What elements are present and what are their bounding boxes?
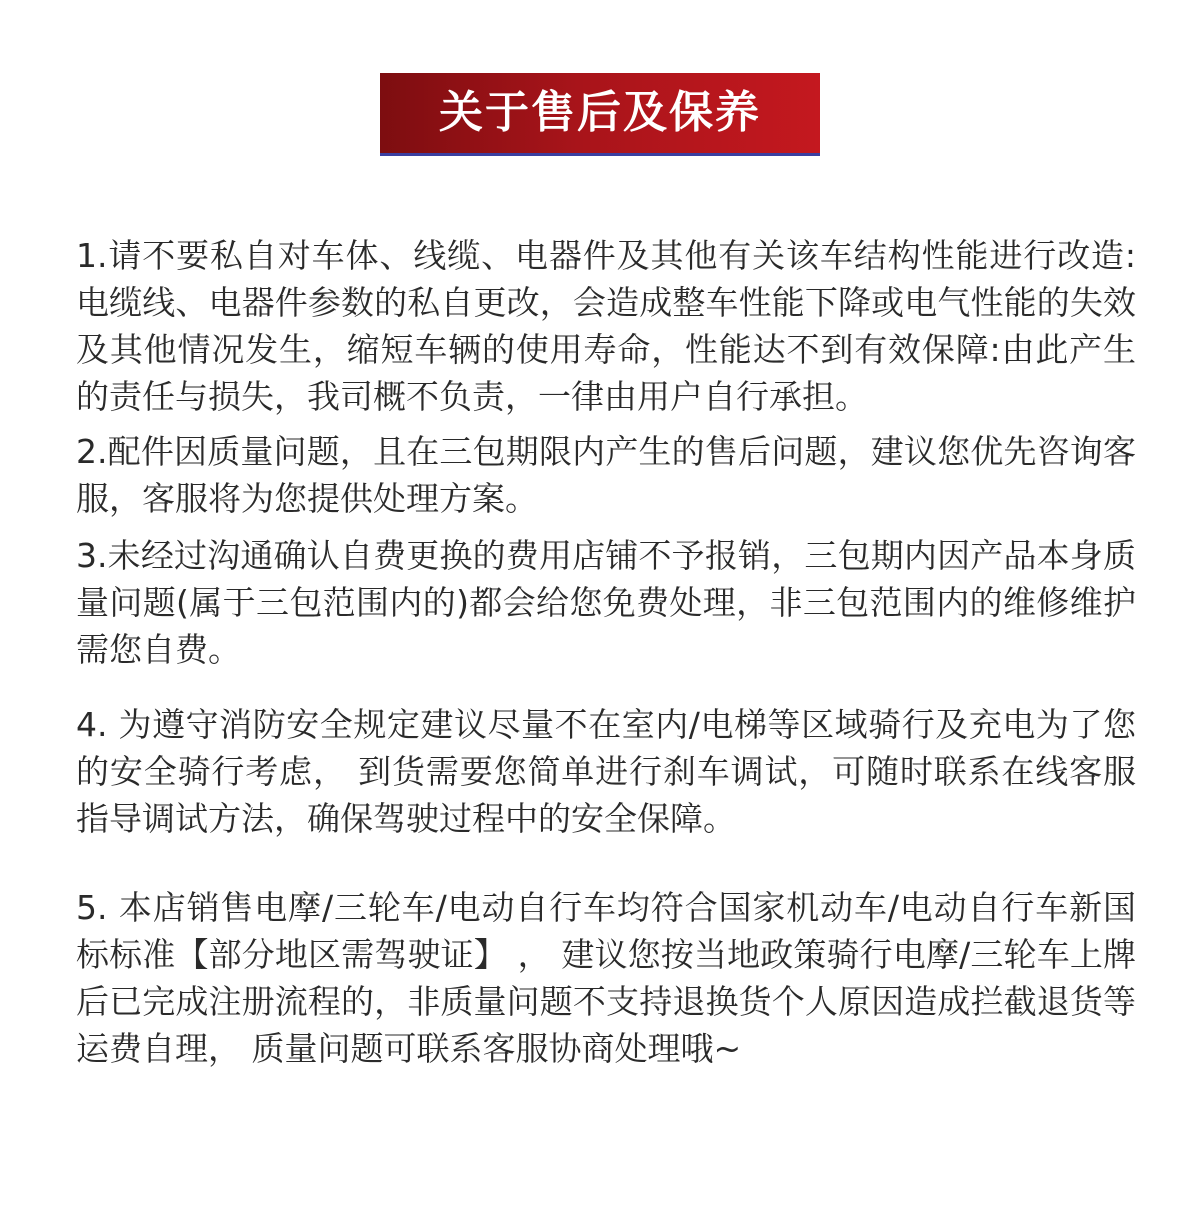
notice-content xyxy=(76,232,1136,1072)
paragraph-fire-safety: 4. 为遵守消防安全规定建议尽量不在室内/电梯等区域骑行及充电为了您的安全骑行考虑， 到货需要您简单进行刹车调试，可随时联系在线客服指导调试方法，确保驾驶过程中的安全保障。 xyxy=(76,705,1136,838)
paragraph-parts-quality: 2.配件因质量问题，且在三包期限内产生的售后问题，建议您优先咨询客服，客服将为您提供处理方案。 xyxy=(76,432,1136,518)
paragraph-reimbursement: 3.未经过沟通确认自费更换的费用店铺不予报销，三包期内因产品本身质量问题(属于三包范围内的)都会给您免费处理，非三包范围内的维修维护需您自费。 xyxy=(76,536,1136,669)
paragraph-regulations: 5. 本店销售电摩/三轮车/电动自行车均符合国家机动车/电动自行车新国标标准【部分地区需驾驶证】 ， 建议您按当地政策骑行电摩/三轮车上牌后已完成注册流程的，非质量问题不支持退换货个人原因造成拦截退货等运费自理， 质量问题可联系客服协商处理哦~ xyxy=(76,888,1136,1068)
page-title: 关于售后及保养 xyxy=(439,87,761,138)
title-banner xyxy=(380,73,820,156)
paragraph-modification-warning: 1.请不要私自对车体、线缆、电器件及其他有关该车结构性能进行改造:电缆线、电器件参数的私自更改，会造成整车性能下降或电气性能的失效及其他情况发生，缩短车辆的使用寿命，性能达不到有效保障:由此产生的责任与损失，我司概不负责，一律由用户自行承担。 xyxy=(76,236,1136,416)
